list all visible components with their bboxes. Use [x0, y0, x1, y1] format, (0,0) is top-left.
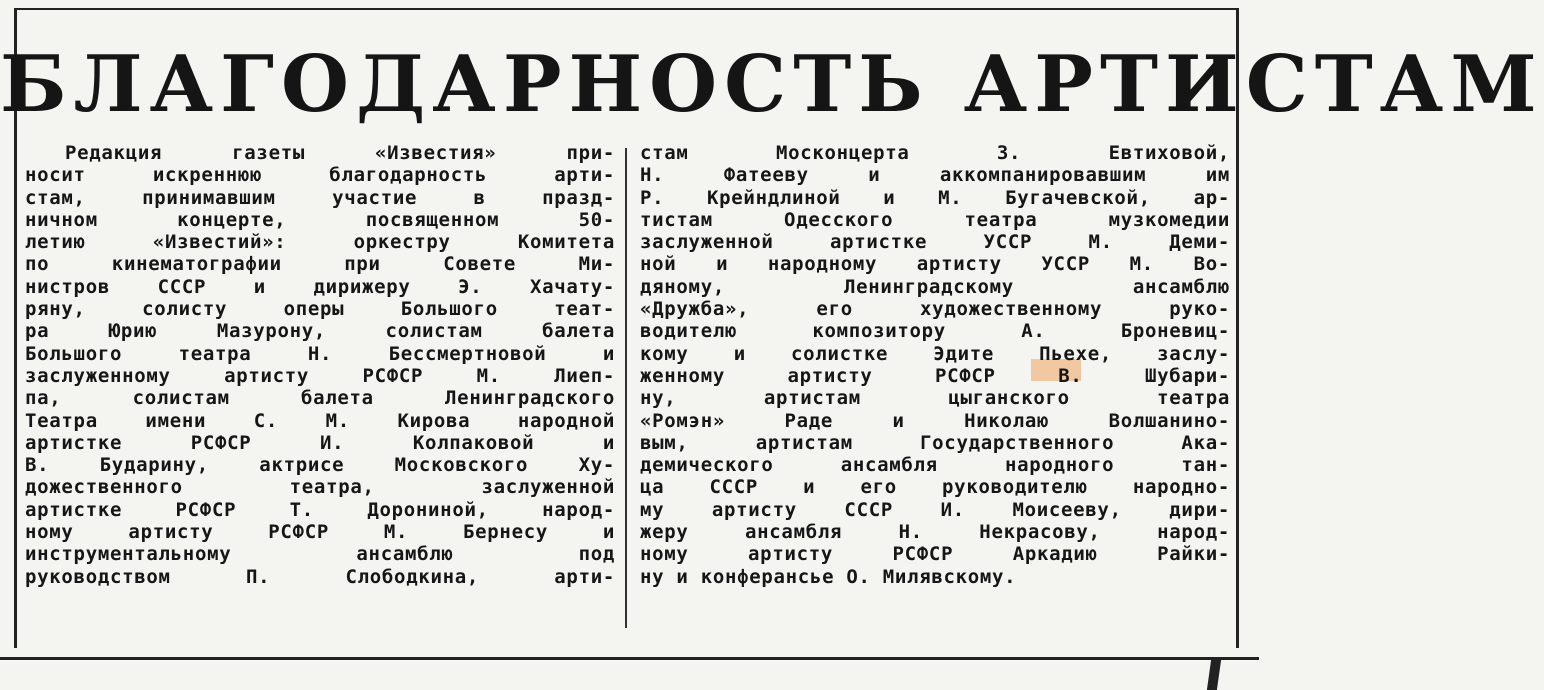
text-line: «Ромэн» Раде и Николаю Волшанино- [640, 409, 1230, 432]
text-line: ца СССР и его руководителю народно- [640, 476, 1230, 499]
text-line: нистров СССР и дирижеру Э. Хачату- [25, 275, 615, 298]
text-line: па, солистам балета Ленинградского [25, 387, 615, 410]
text-line: Р. Крейндлиной и М. Бугачевской, ар- [640, 186, 1230, 209]
text-line: стам, принимавшим участие в празд- [25, 186, 615, 209]
text-line: инструментальному ансамблю под [25, 543, 615, 566]
corner-mark [1207, 660, 1221, 690]
text-line: водителю композитору А. Броневиц- [640, 320, 1230, 343]
text-line: ному артисту РСФСР М. Бернесу и [25, 521, 615, 544]
text-line: му артисту СССР И. Моисееву, дири- [640, 498, 1230, 521]
text-line: артистке РСФСР Т. Дорониной, народ- [25, 498, 615, 521]
text-line: заслуженному артисту РСФСР М. Лиеп- [25, 364, 615, 387]
text-line: руководством П. Слободкина, арти- [25, 565, 615, 588]
text-line: летию «Известий»: оркестру Комитета [25, 231, 615, 254]
text-line: ну, артистам цыганского театра [640, 387, 1230, 410]
text-line: ничном концерте, посвященном 50- [25, 208, 615, 231]
text-line: носит искреннюю благодарность арти- [25, 164, 615, 187]
text-line: ра Юрию Мазурону, солистам балета [25, 320, 615, 343]
bottom-rule [0, 657, 1259, 660]
text-line: стам Москонцерта З. Евтиховой, [640, 142, 1230, 164]
text-line: Н. Фатееву и аккомпанировавшим им [640, 164, 1230, 187]
left-column [25, 142, 615, 588]
text-line: вым, артистам Государственного Ака- [640, 431, 1230, 454]
text-line: тистам Одесского театра музкомедии [640, 208, 1230, 231]
text-line: В. Бударину, актрисе Московского Ху- [25, 454, 615, 477]
text-line: артистке РСФСР И. Колпаковой и [25, 431, 615, 454]
text-line: дожественного театра, заслуженной [25, 476, 615, 499]
text-line: жеру ансамбля Н. Некрасову, народ- [640, 521, 1230, 544]
text-line: Театра имени С. М. Кирова народной [25, 409, 615, 432]
text-line: дяному, Ленинградскому ансамблю [640, 275, 1230, 298]
text-line: ной и народному артисту УССР М. Во- [640, 253, 1230, 276]
text-line: кому и солистке Эдите Пьехе, заслу- [640, 342, 1230, 365]
text-line: женному артисту РСФСР В. Шубари- [640, 364, 1230, 387]
headline: БЛАГОДАРНОСТЬ АРТИСТАМ [0, 39, 1544, 130]
text-line: «Дружба», его художественному руко- [640, 298, 1230, 321]
text-line: Редакция газеты «Известия» при- [65, 142, 615, 164]
column-divider [625, 148, 627, 628]
text-line: ному артисту РСФСР Аркадию Райки- [640, 543, 1230, 566]
right-column [640, 142, 1230, 588]
text-line: по кинематографии при Совете Ми- [25, 253, 615, 276]
text-line: заслуженной артистке УССР М. Деми- [640, 231, 1230, 254]
text-line: демического ансамбля народного тан- [640, 454, 1230, 477]
text-line: Большого театра Н. Бессмертновой и [25, 342, 615, 365]
text-line: ну и конферансье О. Милявскому. [640, 565, 1017, 588]
text-line: ряну, солисту оперы Большого теат- [25, 298, 615, 321]
